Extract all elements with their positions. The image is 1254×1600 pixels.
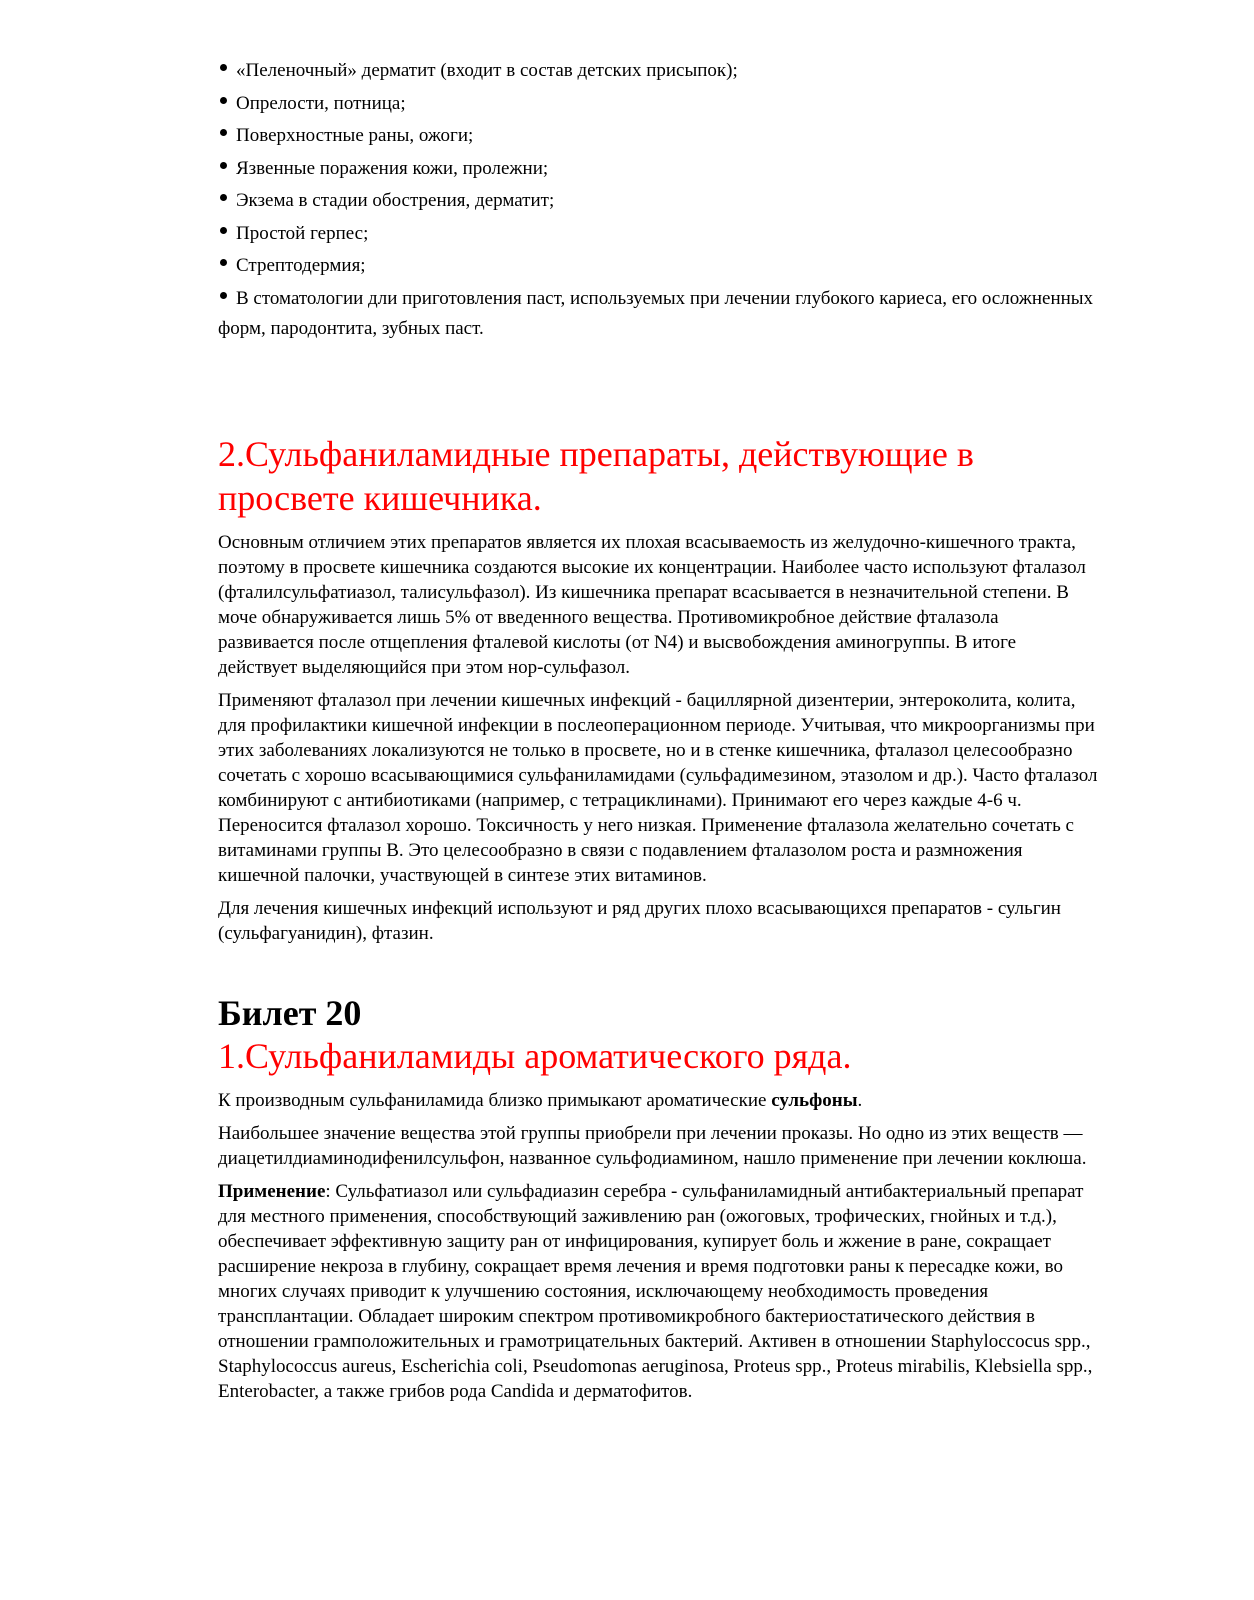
section-heading-intestinal: 2.Сульфаниламидные препараты, действующие в просвете кишечника. (218, 433, 974, 518)
list-item: Экзема в стадии обострения, дерматит; (218, 186, 1098, 215)
paragraph: Для лечения кишечных инфекций используют и ряд других плохо всасывающихся препаратов - сульгин (сульфагуанидин), фтазин. (218, 897, 1061, 944)
indications-list (218, 56, 1098, 344)
section-heading-aromatic: 1.Сульфаниламиды ароматического ряда. (218, 1035, 852, 1076)
list-item: В стоматологии дли приготовления паст, используемых при лечении глубокого кариеса, его осложненных форм, пародонтита, зубных паст. (218, 287, 1094, 339)
bullet-icon (220, 97, 227, 104)
paragraph: Основным отличием этих препаратов является их плохая всасываемость из желудочно-кишечного тракта, поэтому в просвете кишечника создаются высокие их концентрации. Наиболее часто используют фталазол (фталилсульфатиазол, талисульфазол). Из кишечника препарат всасывается в незначительной степени. В моче обнаруживается лишь 5% от введенного вещества. Противомикробное действие фталазола развивается после отщепления фталевой кислоты (от N4) и высвобождения аминогруппы. В итоге действует выделяющийся при этом нор-сульфазол. (218, 531, 1086, 678)
ticket-title: Билет 20 (218, 992, 362, 1033)
bullet-icon (220, 162, 227, 169)
bullet-icon (220, 292, 227, 299)
bullet-icon (220, 64, 227, 71)
bullet-icon (220, 129, 227, 136)
list-item: Простой герпес; (218, 219, 1098, 248)
bullet-icon (220, 259, 227, 266)
bold-term: сульфоны (771, 1089, 858, 1111)
bullet-icon (220, 194, 227, 201)
list-item: «Пеленочный» дерматит (входит в состав детских присыпок); (218, 56, 1098, 85)
paragraph: Применяют фталазол при лечении кишечных инфекций - бациллярной дизентерии, энтероколита, колита, для профилактики кишечной инфекции в послеоперационном периоде. Учитывая, что микроорганизмы при этих заболеваниях локализуются не только в просвете, но и в стенке кишечника, фталазол целесообразно сочетать с хорошо всасывающимися сульфаниламидами (сульфадимезином, этазолом и др.). Часто фталазол комбинируют с антибиотиками (например, с тетрациклинами). Принимают его через каждые 4-6 ч. Переносится фталазол хорошо. Токсичность у него низкая. Применение фталазола желательно сочетать с витаминами группы В. Это целесообразно в связи с подавлением фталазолом роста и размножения кишечной палочки, участвующей в синтезе этих витаминов. (218, 689, 1098, 886)
usage-label: Применение (218, 1180, 326, 1202)
paragraph: Наибольшее значение вещества этой группы приобрели при лечении проказы. Но одно из этих веществ — диацетилдиаминодифенилсульфон, названное сульфодиамином, нашло применение при лечении коклюша. (218, 1122, 1087, 1169)
list-item: Опрелости, потница; (218, 89, 1098, 118)
paragraph-intro: К производным сульфаниламида близко примыкают ароматические сульфоны. (218, 1089, 863, 1111)
bullet-icon (220, 227, 227, 234)
list-item: Поверхностные раны, ожоги; (218, 121, 1098, 150)
list-item: Стрептодермия; (218, 251, 1098, 280)
list-item: Язвенные поражения кожи, пролежни; (218, 154, 1098, 183)
document-page (218, 56, 1098, 1412)
paragraph-usage: Применение: Сульфатиазол или сульфадиазин серебра - сульфаниламидный антибактериальный препарат для местного применения, способствующий заживлению ран (ожоговых, трофических, гнойных и т.д.), обеспечивает эффективную защиту ран от инфицирования, купирует боль и жжение в ране, сокращает расширение некроза в глубину, сокращает время лечения и время подготовки раны к пересадке кожи, во многих случаях приводит к улучшению состояния, исключающему необходимость проведения трансплантации. Обладает широким спектром противомикробного бактериостатического действия в отношении грамположительных и грамотрицательных бактерий. Активен в отношении Staphyloccocus spp., Staphylococcus aureus, Escherichia coli, Pseudomonas aeruginosa, Proteus spp., Proteus mirabilis, Klebsiella spp., Enterobacter, а также грибов рода Candida и дерматофитов. (218, 1180, 1093, 1402)
